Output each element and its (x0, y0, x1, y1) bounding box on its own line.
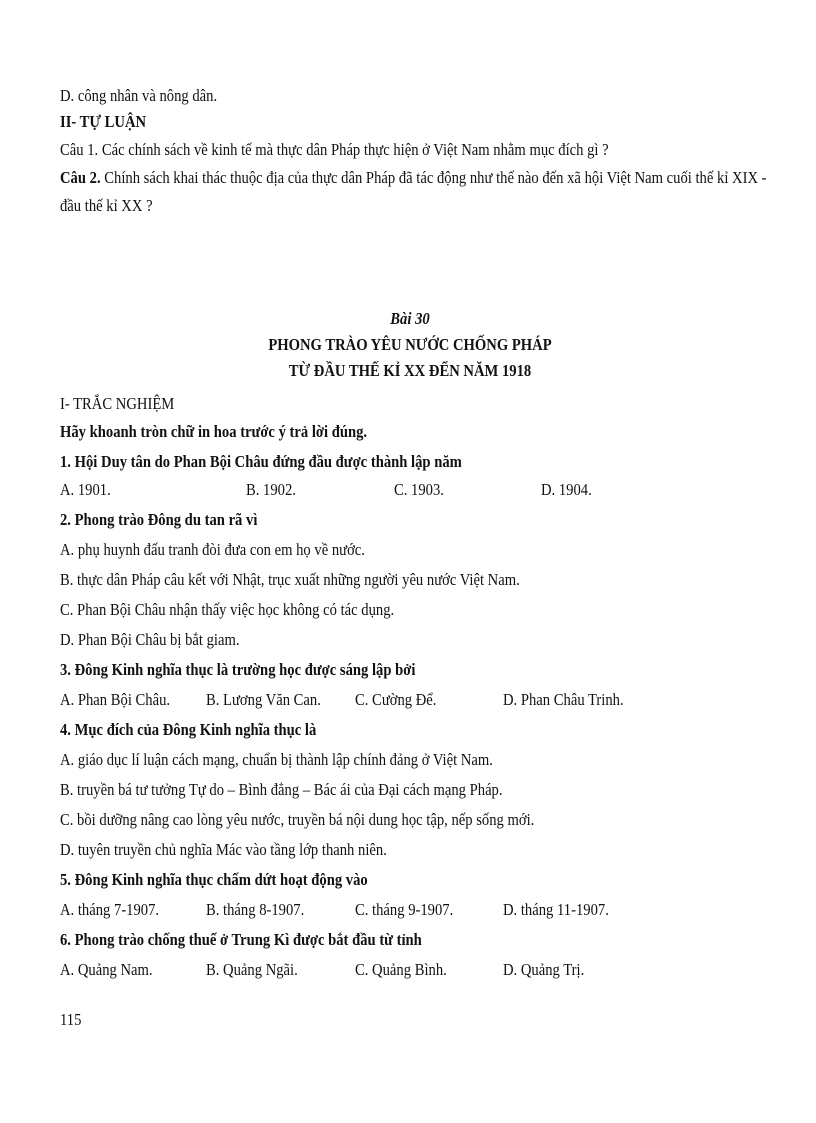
question-3-option-a: A. Phan Bội Châu. (60, 690, 171, 709)
lesson-title-line2: TỪ ĐẦU THẾ KỈ XX ĐẾN NĂM 1918 (288, 361, 532, 380)
essay-section-heading: II- TỰ LUẬN (60, 112, 147, 131)
question-6-options (60, 959, 760, 989)
mcq-section-heading: I- TRẮC NGHIỆM (60, 394, 175, 413)
question-5-options (60, 899, 760, 929)
essay-question-2-label: Câu 2. (60, 168, 101, 187)
question-4-option-c: C. bồi dưỡng nâng cao lòng yêu nước, truyền bá nội dung học tập, nếp sống mới. (60, 810, 535, 829)
question-2: 2. Phong trào Đông du tan rã vì (60, 510, 258, 529)
question-2-option-b: B. thực dân Pháp câu kết với Nhật, trục xuất những người yêu nước Việt Nam. (60, 570, 520, 589)
essay-question-1: Câu 1. Các chính sách về kinh tế mà thực dân Pháp thực hiện ở Việt Nam nhằm mục đích gì ? (60, 140, 609, 159)
question-1-option-d: D. 1904. (541, 480, 592, 499)
question-1-option-c: C. 1903. (394, 480, 444, 499)
question-5: 5. Đông Kinh nghĩa thục chấm dứt hoạt động vào (60, 870, 368, 889)
question-3-option-b: B. Lương Văn Can. (206, 690, 321, 709)
question-3: 3. Đông Kinh nghĩa thục là trường học được sáng lập bởi (60, 660, 416, 679)
question-4-option-b: B. truyền bá tư tưởng Tự do – Bình đẳng – Bác ái của Đại cách mạng Pháp. (60, 780, 503, 799)
lesson-title-line1: PHONG TRÀO YÊU NƯỚC CHỐNG PHÁP (268, 335, 552, 354)
document-page (60, 85, 767, 989)
question-4-option-d: D. tuyên truyền chủ nghĩa Mác vào tầng lớp thanh niên. (60, 840, 387, 859)
essay-question-2-line1: Chính sách khai thác thuộc địa của thực dân Pháp đã tác động như thế nào đến xã hội Việt Nam cuối thế kỉ XIX - (100, 168, 767, 187)
question-3-options (60, 689, 760, 719)
question-1-options (60, 479, 760, 509)
lesson-number: Bài 30 (390, 309, 430, 328)
page-number: 115 (60, 1010, 82, 1029)
question-6-option-c: C. Quảng Bình. (355, 960, 447, 979)
question-1-option-b: B. 1902. (246, 480, 296, 499)
essay-question-2-line2: đầu thế kỉ XX ? (60, 196, 153, 215)
question-2-option-a: A. phụ huynh đấu tranh đòi đưa con em họ về nước. (60, 540, 365, 559)
previous-option-d: D. công nhân và nông dân. (60, 86, 218, 105)
mcq-instruction: Hãy khoanh tròn chữ in hoa trước ý trả lời đúng. (60, 422, 368, 441)
question-6-option-d: D. Quảng Trị. (503, 960, 585, 979)
question-4-option-a: A. giáo dục lí luận cách mạng, chuẩn bị thành lập chính đảng ở Việt Nam. (60, 750, 493, 769)
question-5-option-a: A. tháng 7-1907. (60, 900, 160, 919)
question-1: 1. Hội Duy tân do Phan Bội Châu đứng đầu được thành lập năm (60, 452, 462, 471)
question-5-option-c: C. tháng 9-1907. (355, 900, 454, 919)
question-3-option-d: D. Phan Châu Trinh. (503, 690, 624, 709)
essay-question-2 (60, 167, 767, 195)
question-6-option-a: A. Quảng Nam. (60, 960, 153, 979)
question-1-option-a: A. 1901. (60, 480, 111, 499)
question-5-option-d: D. tháng 11-1907. (503, 900, 609, 919)
question-2-option-d: D. Phan Bội Châu bị bắt giam. (60, 630, 240, 649)
question-4: 4. Mục đích của Đông Kinh nghĩa thục là (60, 720, 317, 739)
question-3-option-c: C. Cường Để. (355, 690, 437, 709)
question-6: 6. Phong trào chống thuế ở Trung Kì được bắt đầu từ tỉnh (60, 930, 422, 949)
question-6-option-b: B. Quảng Ngãi. (206, 960, 298, 979)
question-2-option-c: C. Phan Bội Châu nhận thấy việc học không có tác dụng. (60, 600, 395, 619)
question-5-option-b: B. tháng 8-1907. (206, 900, 305, 919)
